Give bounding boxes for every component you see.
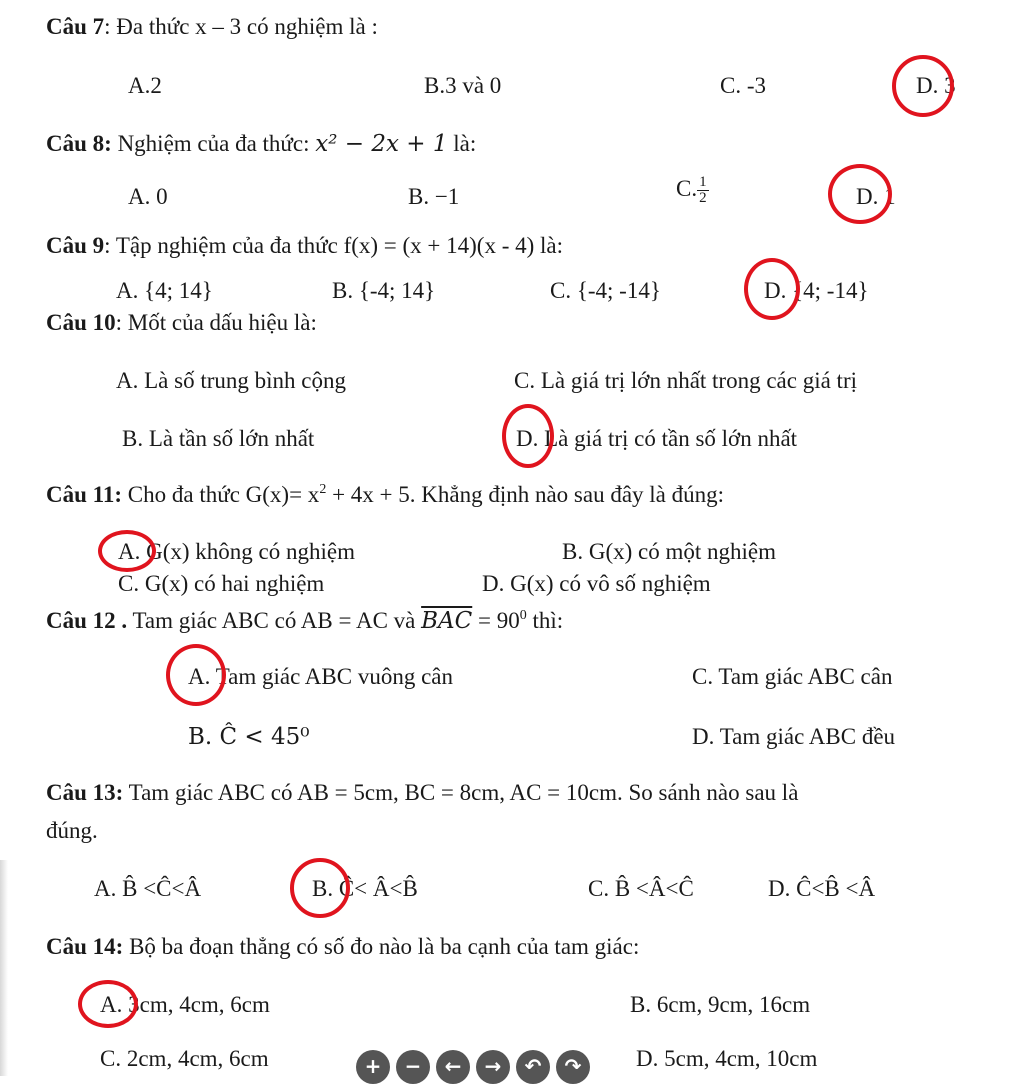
option-c-label: C. [676, 175, 698, 201]
question-13 [46, 780, 798, 806]
arrow-right-icon[interactable]: → [476, 1050, 510, 1084]
question-text-mid: = 90 [472, 608, 520, 633]
option-d: D. Là giá trị có tần số lớn nhất [516, 426, 798, 451]
option-a: A. G(x) không có nghiệm [118, 539, 355, 564]
fraction-numerator: 1 [699, 174, 707, 190]
arrow-left-icon[interactable]: ← [436, 1050, 470, 1084]
fraction [697, 175, 709, 206]
question-label: Câu 7 [46, 14, 105, 39]
option-b: B. Ĉ < 45⁰ [188, 724, 310, 750]
question-text: : Đa thức x – 3 có nghiệm là : [104, 14, 378, 39]
question-label: Câu 10 [46, 310, 116, 335]
answer-circle-mark [98, 530, 156, 572]
option-a: A. 0 [128, 184, 168, 209]
answer-circle-mark [166, 644, 226, 706]
zoom-in-icon[interactable]: + [356, 1050, 390, 1084]
answer-circle-mark [892, 55, 954, 117]
option-b: B. Ĉ< Â<B̂ [312, 876, 418, 901]
option-c: C. G(x) có hai nghiệm [118, 571, 325, 596]
question-text: Nghiệm của đa thức: [111, 131, 316, 156]
option-c: C. Tam giác ABC cân [692, 664, 893, 689]
option-b: B. 6cm, 9cm, 16cm [630, 992, 811, 1017]
option-a: A.2 [128, 73, 162, 98]
option-a: A. B̂ <Ĉ<Â [94, 876, 202, 901]
option-d: D. {4; -14} [764, 278, 869, 303]
option-b: B. G(x) có một nghiệm [562, 539, 776, 564]
angle-bac: $\overline{BAC}$ [421, 608, 473, 634]
option-a: A. 3cm, 4cm, 6cm [100, 992, 270, 1017]
answer-circle-mark [78, 980, 138, 1028]
question-7 [46, 14, 378, 40]
option-b: B. {-4; 14} [332, 278, 436, 303]
option-d: D. 5cm, 4cm, 10cm [636, 1046, 818, 1071]
answer-circle-mark [290, 858, 350, 918]
question-text: Tam giác ABC có AB = 5cm, BC = 8cm, AC = 10cm. So sánh nào sau là [123, 780, 799, 805]
answer-circle-mark [502, 404, 554, 468]
option-d: D. Ĉ<B̂ <Â [768, 876, 876, 901]
option-c: C. -3 [720, 73, 766, 98]
question-10 [46, 310, 317, 336]
left-edge-shadow [0, 860, 8, 1076]
question-label: Câu 8: [46, 131, 112, 156]
option-c: C. B̂ <Â<Ĉ [588, 876, 694, 901]
option-b: B. −1 [408, 184, 460, 209]
answer-circle-mark [744, 258, 800, 320]
question-9 [46, 233, 563, 259]
question-text-end: + 4x + 5. Khẳng định nào sau đây là đúng: [326, 482, 725, 507]
rotate-right-icon[interactable]: ↷ [556, 1050, 590, 1084]
option-d: D. 3 [916, 73, 956, 98]
option-c: C. 2cm, 4cm, 6cm [100, 1046, 269, 1071]
question-14 [46, 934, 639, 960]
question-13-continued: đúng. [46, 818, 98, 843]
question-label: Câu 13: [46, 780, 124, 805]
option-d: D. Tam giác ABC đều [692, 724, 896, 749]
question-text: Cho đa thức G(x)= x [122, 482, 320, 507]
question-label: Câu 14: [46, 934, 124, 959]
option-d: D. 1 [856, 184, 896, 209]
question-label: Câu 11: [46, 482, 123, 507]
option-c: C. Là giá trị lớn nhất trong các giá trị [514, 368, 858, 393]
question-12 [46, 608, 563, 634]
question-label: Câu 9 [46, 233, 105, 258]
option-b: B. Là tần số lớn nhất [122, 426, 315, 451]
fraction-denominator: 2 [699, 190, 707, 206]
question-label: Câu 12 . [46, 608, 128, 633]
option-c [676, 175, 709, 206]
option-a: A. {4; 14} [116, 278, 213, 303]
zoom-out-icon[interactable]: − [396, 1050, 430, 1084]
answer-circle-mark [828, 164, 892, 224]
option-d: D. G(x) có vô số nghiệm [482, 571, 711, 596]
question-11 [46, 482, 724, 508]
question-text-end: thì: [526, 608, 564, 633]
question-text: : Tập nghiệm của đa thức f(x) = (x + 14)(x - 4) là: [104, 233, 564, 258]
question-text-end: là: [447, 131, 477, 156]
rotate-left-icon[interactable]: ↶ [516, 1050, 550, 1084]
question-text: Tam giác ABC có AB = AC và [127, 608, 422, 633]
question-8 [46, 131, 476, 157]
superscript: 2 [319, 482, 327, 497]
question-text: : Mốt của dấu hiệu là: [115, 310, 317, 335]
question-text: Bộ ba đoạn thẳng có số đo nào là ba cạnh của tam giác: [123, 934, 640, 959]
option-b: B.3 và 0 [424, 73, 502, 98]
math-expression: x² − 2x + 1 [315, 131, 448, 157]
superscript: 0 [519, 608, 527, 623]
option-c: C. {-4; -14} [550, 278, 661, 303]
option-a: A. Tam giác ABC vuông cân [188, 664, 453, 689]
option-a: A. Là số trung bình cộng [116, 368, 346, 393]
